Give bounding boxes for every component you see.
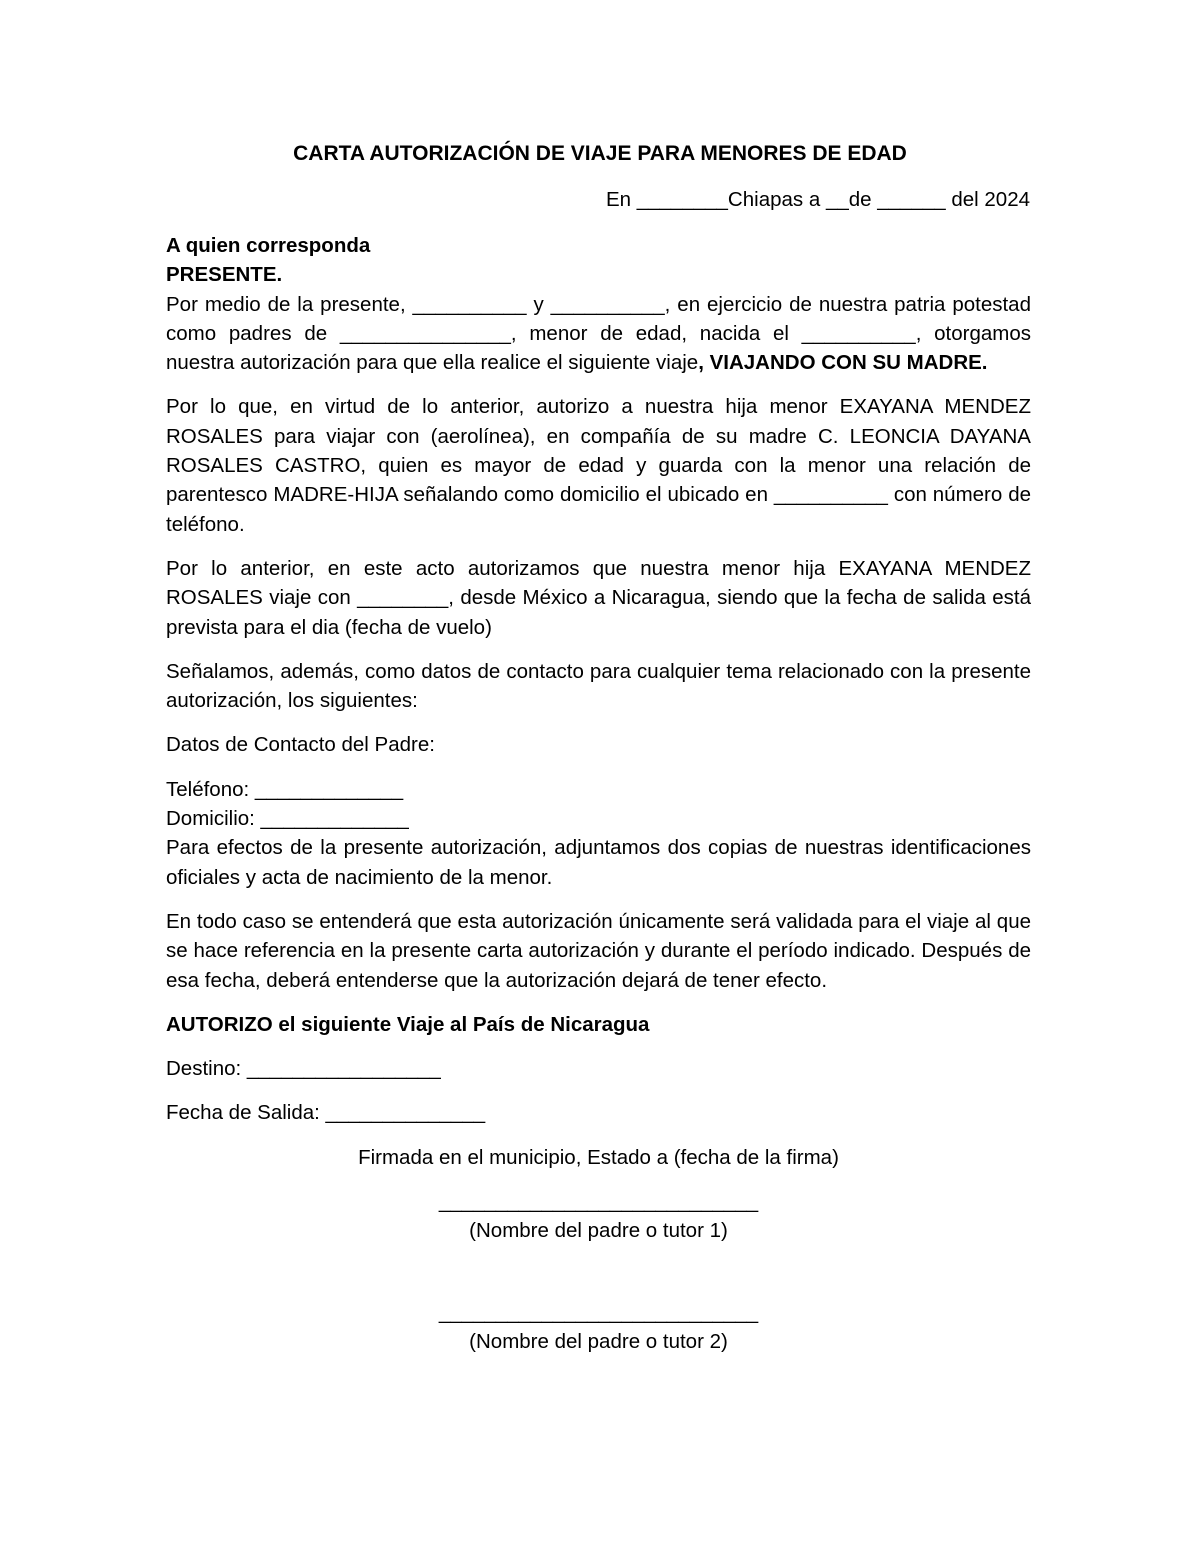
document-body	[166, 231, 1031, 1356]
salutation: A quien corresponda	[166, 234, 371, 257]
signature-line-2: ____________________________	[438, 1300, 759, 1324]
paragraph-6: En todo caso se entenderá que esta autorización únicamente será validada para el viaje al que se hace referencia en la presente carta autorización y durante el período indicado. Después de esa fecha, deberá entenderse que la autorización dejará de tener efecto.	[166, 909, 1031, 992]
autorizo-heading: AUTORIZO el siguiente Viaje al País de Nicaragua	[166, 1012, 650, 1036]
paragraph-1	[166, 290, 1031, 378]
signature-name-2: (Nombre del padre o tutor 2)	[469, 1329, 728, 1353]
contact-heading: Datos de Contacto del Padre:	[166, 733, 435, 757]
fecha-salida-field: Fecha de Salida: ______________	[166, 1101, 486, 1125]
signature-name-1: (Nombre del padre o tutor 1)	[469, 1219, 728, 1243]
domicilio-field: Domicilio: _____________	[166, 807, 409, 831]
signature-spacer	[166, 1246, 1031, 1298]
firmada-line: Firmada en el municipio, Estado a (fecha de la firma)	[358, 1145, 839, 1169]
paragraph-1-text: Por medio de la presente, __________ y __________, en ejercicio de nuestra patria potestad como padres de _______________, menor de edad, nacida el __________, otorgamos nuestra autorización para que ella realice el siguiente viaje	[166, 292, 1031, 375]
paragraph-3: Por lo anterior, en este acto autorizamos que nuestra menor hija EXAYANA MENDEZ ROSALES viaje con ________, desde México a Nicaragua, siendo que la fecha de salida está prevista para el dia (fecha de vuelo)	[166, 556, 1031, 639]
dateline: En ________Chiapas a __de ______ del 2024	[605, 188, 1030, 211]
paragraph-4: Señalamos, además, como datos de contacto para cualquier tema relacionado con la presente autorización, los siguientes:	[166, 659, 1031, 713]
telefono-field: Teléfono: _____________	[166, 777, 404, 801]
paragraph-1-bold: , VIAJANDO CON SU MADRE.	[698, 351, 988, 375]
signature-line-1: ____________________________	[438, 1190, 759, 1214]
paragraph-5: Para efectos de la presente autorización, adjuntamos dos copias de nuestras identificaciones oficiales y acta de nacimiento de la menor.	[166, 836, 1031, 889]
presente-label: PRESENTE.	[166, 263, 283, 287]
destino-field: Destino: _________________	[166, 1057, 441, 1081]
paragraph-2: Por lo que, en virtud de lo anterior, autorizo a nuestra hija menor EXAYANA MENDEZ ROSALES para viajar con (aerolínea), en compañía de su madre C. LEONCIA DAYANA ROSALES CASTRO, quien es mayor de edad y guarda con la menor una relación de parentesco MADRE-HIJA señalando como domicilio el ubicado en __________ con número de teléfono.	[166, 395, 1031, 536]
document-title: CARTA AUTORIZACIÓN DE VIAJE PARA MENORES DE EDAD	[293, 142, 907, 165]
